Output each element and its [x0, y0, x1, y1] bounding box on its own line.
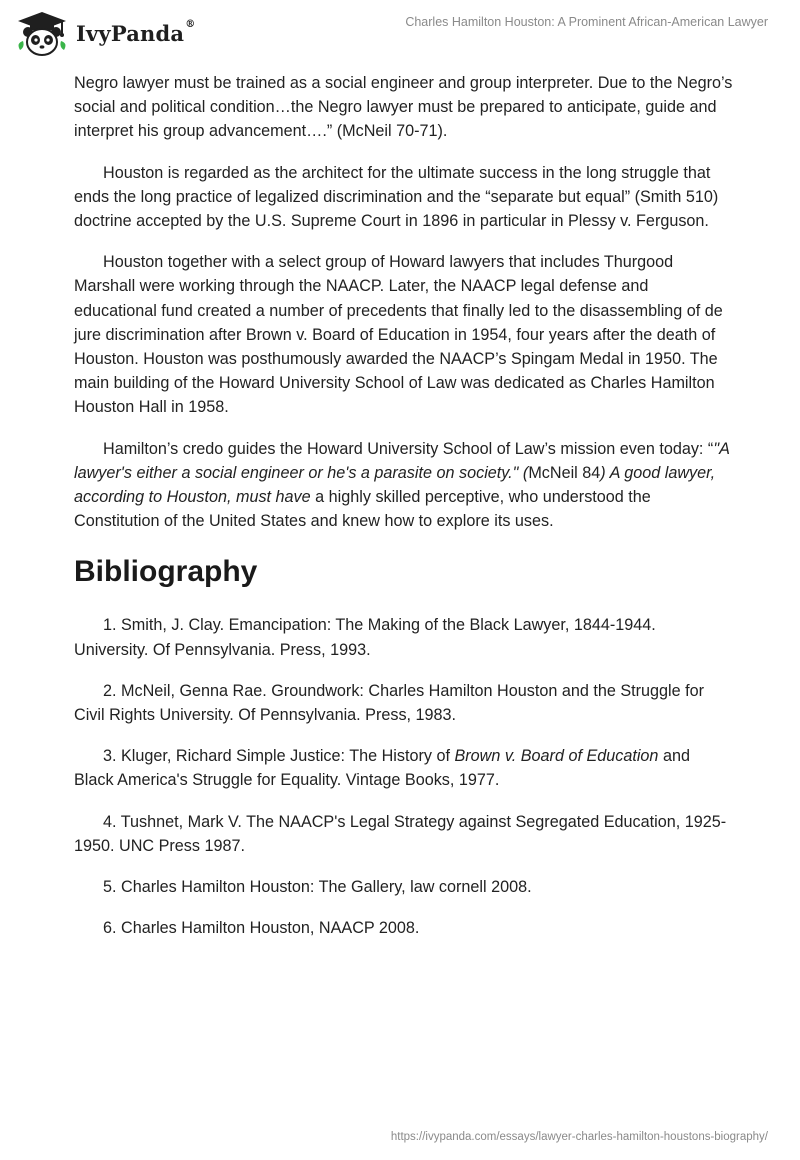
source-url-link[interactable]: https://ivypanda.com/essays/lawyer-charles-hamilton-houstons-biography/: [390, 1131, 768, 1143]
document-title: Charles Hamilton Houston: A Prominent African-American Lawyer: [405, 15, 768, 29]
paragraph-4: Hamilton’s credo guides the Howard University School of Law’s mission even today: “"A lawyer's either a social engineer or he's a parasite on society." (McNeil 84) A good lawyer, according to Houston, must have a highly skilled perceptive, who understood the Constitution of the United States and knew how to explore its uses.: [74, 439, 730, 531]
paragraph-3: Houston together with a select group of Howard lawyers that includes Thurgood Marshall were working through the NAACP. Later, the NAACP legal defense and educational fund created a number of precedents that finally led to the disassembling of de jure discrimination after Brown v. Board of Education in 1954, four years after the death of Houston. Houston was posthumously awarded the NAACP’s Spingam Medal in 1950. The main building of the Howard University School of Law was dedicated as Charles Hamilton Houston Hall in 1958.: [74, 253, 723, 417]
page-header: [0, 0, 800, 60]
bibliography-item: 1. Smith, J. Clay. Emancipation: The Making of the Black Lawyer, 1844-1944. University. Of Pennsylvania. Press, 1993.: [74, 616, 656, 659]
paragraph-2: Houston is regarded as the architect for the ultimate success in the long struggle that ends the long practice of legalized discrimination and the “separate but equal” (Smith 510) doctrine accepted by the U.S. Supreme Court in 1896 in particular in Plessy v. Ferguson.: [74, 163, 719, 231]
panda-graduate-icon: [14, 10, 70, 56]
bibliography-item: 4. Tushnet, Mark V. The NAACP's Legal Strategy against Segregated Education, 1925-1950. UNC Press 1987.: [74, 812, 727, 855]
bibliography-item: 6. Charles Hamilton Houston, NAACP 2008.: [103, 919, 420, 938]
ivypanda-logo[interactable]: [14, 8, 195, 58]
bibliography-list: [74, 613, 734, 940]
logo-wordmark: IvyPanda®: [76, 18, 196, 46]
essay-content: [74, 71, 734, 957]
bibliography-item: 3. Kluger, Richard Simple Justice: The History of Brown v. Board of Education and Black America's Struggle for Equality. Vintage Books, 1977.: [74, 747, 690, 790]
bibliography-item: 5. Charles Hamilton Houston: The Gallery, law cornell 2008.: [103, 878, 532, 897]
bibliography-item: 2. McNeil, Genna Rae. Groundwork: Charles Hamilton Houston and the Struggle for Civil Rights University. Of Pennsylvania. Press, 1983.: [74, 681, 705, 725]
bibliography-heading: Bibliography: [74, 555, 258, 589]
paragraph-1: Negro lawyer must be trained as a social engineer and group interpreter. Due to the Negro’s social and political condition…the Negro lawyer must be prepared to anticipate, guide and interpret his group advancement….” (McNeil 70-71).: [74, 74, 733, 141]
